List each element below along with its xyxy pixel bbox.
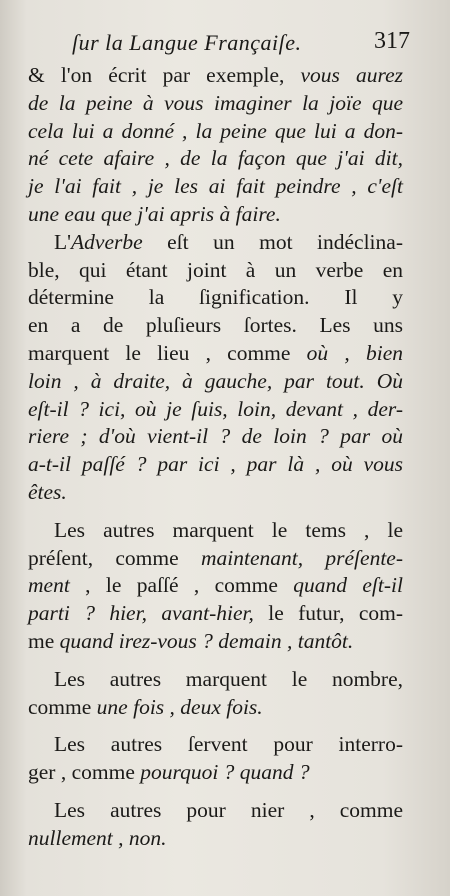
text-line	[28, 600, 403, 628]
text-line	[28, 257, 403, 285]
text-line	[28, 201, 403, 229]
roman-text: Les autres marquent le tems , le	[54, 517, 403, 542]
text-line	[28, 118, 403, 146]
text-line	[28, 284, 403, 312]
roman-text: me	[28, 628, 60, 653]
text-line	[28, 396, 403, 424]
italic-text: ment	[28, 573, 70, 598]
italic-text: cela lui a donné , la peine que lui a don-	[28, 118, 403, 143]
page-header	[72, 30, 410, 60]
italic-text: où , bien	[306, 340, 403, 365]
text-line	[28, 759, 403, 787]
running-title: ſur la Langue Françaiſe.	[72, 30, 302, 55]
text-line	[28, 545, 403, 573]
roman-text: eſt un mot indéclina-	[142, 229, 403, 254]
italic-text: a-t-il paſſé ? par ici , par là , où vous	[28, 452, 403, 477]
italic-text: vous aurez	[300, 63, 404, 87]
text-line	[28, 90, 403, 118]
body-text	[28, 62, 403, 853]
text-line	[28, 229, 403, 257]
italic-text: pourquoi ? quand ?	[140, 760, 310, 785]
text-line	[28, 731, 403, 759]
text-line	[28, 694, 403, 722]
roman-text: Les autres ſervent pour interro-	[54, 732, 403, 757]
text-line	[28, 312, 403, 340]
roman-text: préſent, comme	[28, 545, 201, 570]
roman-text: , le paſſé , comme	[69, 573, 294, 598]
italic-text: nullement , non.	[28, 825, 167, 850]
text-line	[28, 340, 403, 368]
italic-text: quand irez-vous ? demain , tantôt.	[59, 628, 354, 653]
roman-text: marquent le lieu , comme	[28, 340, 307, 365]
roman-text: Les autres marquent le nombre,	[54, 666, 403, 691]
roman-text: détermine la ſignification. Il y	[28, 285, 403, 310]
italic-text: je l'ai fait , je les ai fait peindre , c'eſt	[28, 174, 403, 199]
italic-text: maintenant, préſente-	[200, 545, 403, 570]
italic-text: parti ? hier, avant-hier,	[28, 601, 254, 626]
italic-text: êtes.	[28, 479, 67, 504]
text-line	[28, 173, 403, 201]
text-line	[28, 797, 403, 825]
italic-text: eſt-il ? ici, où je ſuis, loin, devant , der-	[28, 396, 403, 421]
text-line	[28, 479, 403, 507]
roman-text: L'	[54, 229, 72, 254]
text-line	[28, 368, 403, 396]
roman-text: ble, qui étant joint à un verbe en	[28, 257, 403, 282]
text-line	[28, 825, 403, 853]
roman-text: Les autres pour nier , comme	[54, 797, 403, 822]
text-line	[28, 572, 403, 600]
roman-text: ger , comme	[28, 760, 141, 785]
italic-text: quand eſt-il	[293, 573, 403, 598]
italic-text: loin , à draite, à gauche, par tout. Où	[28, 368, 403, 393]
italic-text: Adverbe	[71, 229, 143, 254]
page-number: 317	[374, 28, 410, 54]
italic-text: une eau que j'ai apris à faire.	[28, 201, 281, 226]
italic-text: riere ; d'où vient-il ? de loin ? par où	[28, 424, 403, 449]
roman-text: en a de pluſieurs ſortes. Les uns	[28, 313, 403, 338]
roman-text: & l'on écrit par exemple,	[28, 63, 301, 87]
text-line	[28, 451, 403, 479]
text-line	[28, 62, 403, 90]
roman-text: le futur, com-	[253, 601, 403, 626]
italic-text: de la peine à vous imaginer la joïe que	[28, 90, 403, 115]
italic-text: né cete afaire , de la façon que j'ai dit,	[28, 146, 403, 171]
text-line	[28, 145, 403, 173]
text-line	[28, 628, 403, 656]
text-line	[28, 423, 403, 451]
text-line	[28, 517, 403, 545]
italic-text: une fois , deux fois.	[96, 694, 263, 719]
text-line	[28, 666, 403, 694]
roman-text: comme	[28, 694, 97, 719]
